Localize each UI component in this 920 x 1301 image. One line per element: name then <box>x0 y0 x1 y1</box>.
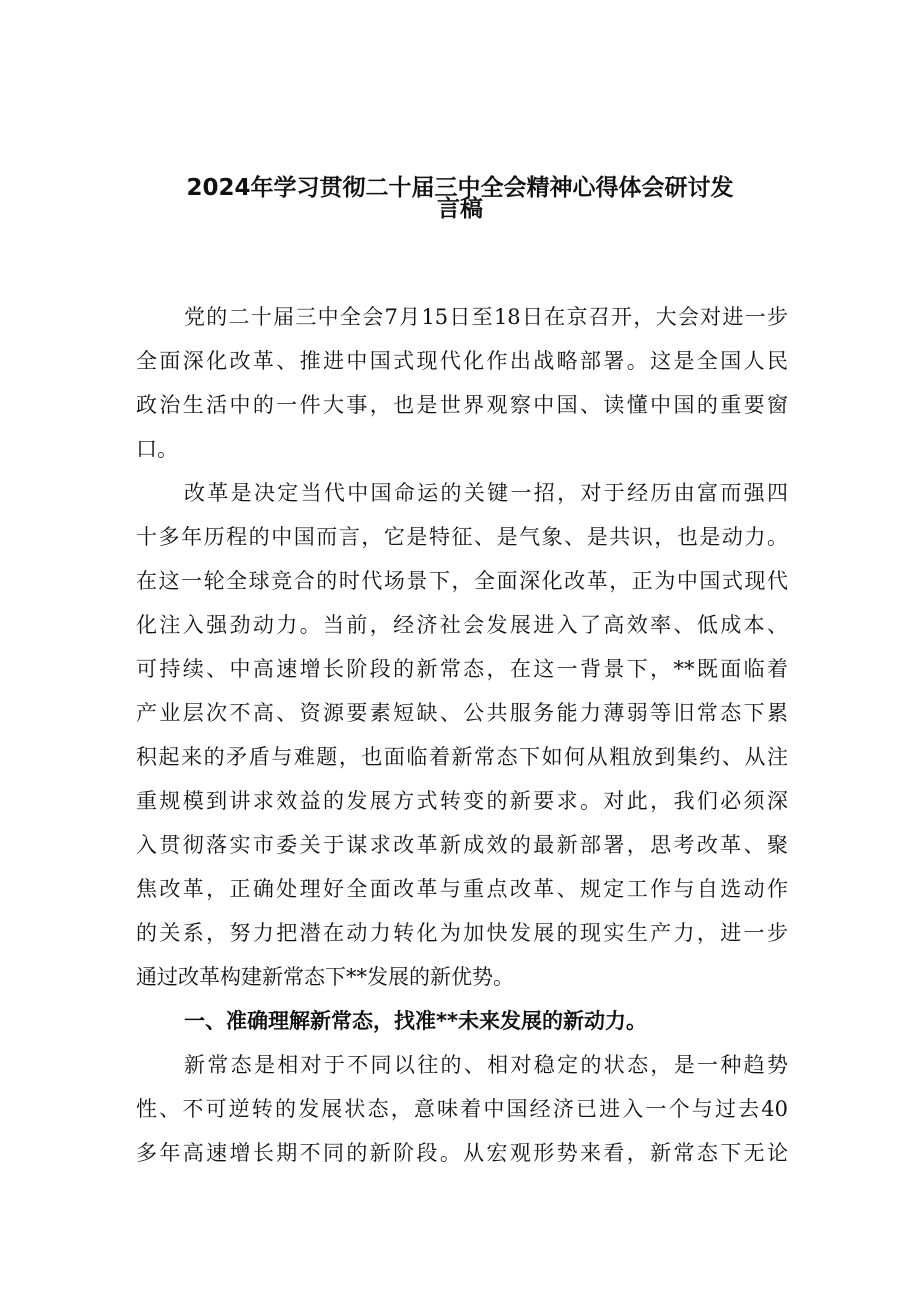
paragraph-2-line-1: 改革是决定当代中国命运的关键一招，对于经历由富而强四 <box>184 481 788 505</box>
paragraph-2-line-7: 积起来的矛盾与难题，也面临着新常态下如何从粗放到集约、从注 <box>136 745 788 769</box>
paragraph-2-line-9: 入贯彻落实市委关于谋求改革新成效的最新部署，思考改革、聚 <box>136 833 788 857</box>
paragraph-1-line-4: 口。 <box>136 437 178 461</box>
paragraph-1-line-2: 全面深化改革、推进中国式现代化作出战略部署。这是全国人民 <box>136 349 788 373</box>
paragraph-2-line-4: 化注入强劲动力。当前，经济社会发展进入了高效率、低成本、 <box>136 613 788 637</box>
paragraph-2-line-2: 十多年历程的中国而言，它是特征、是气象、是共识，也是动力。 <box>136 525 788 549</box>
paragraph-2-line-5: 可持续、中高速增长阶段的新常态，在这一背景下，**既面临着 <box>136 657 788 681</box>
document-title-line-2: 言稿 <box>437 196 483 222</box>
paragraph-1-line-3: 政治生活中的一件大事，也是世界观察中国、读懂中国的重要窗 <box>136 393 788 417</box>
document-title-line-1: 2024年学习贯彻二十届三中全会精神心得体会研讨发 <box>186 175 734 201</box>
paragraph-2-line-3: 在这一轮全球竞合的时代场景下，全面深化改革，正为中国式现代 <box>136 569 788 593</box>
paragraph-2-line-8: 重规模到讲求效益的发展方式转变的新要求。对此，我们必须深 <box>136 789 788 813</box>
paragraph-1-line-1: 党的二十届三中全会7月15日至18日在京召开，大会对进一步 <box>184 305 788 329</box>
paragraph-3-line-1: 新常态是相对于不同以往的、相对稳定的状态，是一种趋势 <box>184 1053 788 1077</box>
paragraph-2-line-10: 焦改革，正确处理好全面改革与重点改革、规定工作与自选动作 <box>136 877 788 901</box>
paragraph-3-line-2: 性、不可逆转的发展状态，意味着中国经济已进入一个与过去40 <box>136 1097 788 1121</box>
paragraph-2-line-6: 产业层次不高、资源要素短缺、公共服务能力薄弱等旧常态下累 <box>136 701 788 725</box>
section-heading: 一、准确理解新常态，找准**未来发展的新动力。 <box>184 1009 647 1033</box>
paragraph-2-line-11: 的关系，努力把潜在动力转化为加快发展的现实生产力，进一步 <box>136 921 788 945</box>
paragraph-2-line-12: 通过改革构建新常态下**发展的新优势。 <box>136 965 514 989</box>
paragraph-3-line-3: 多年高速增长期不同的新阶段。从宏观形势来看，新常态下无论 <box>136 1141 788 1165</box>
